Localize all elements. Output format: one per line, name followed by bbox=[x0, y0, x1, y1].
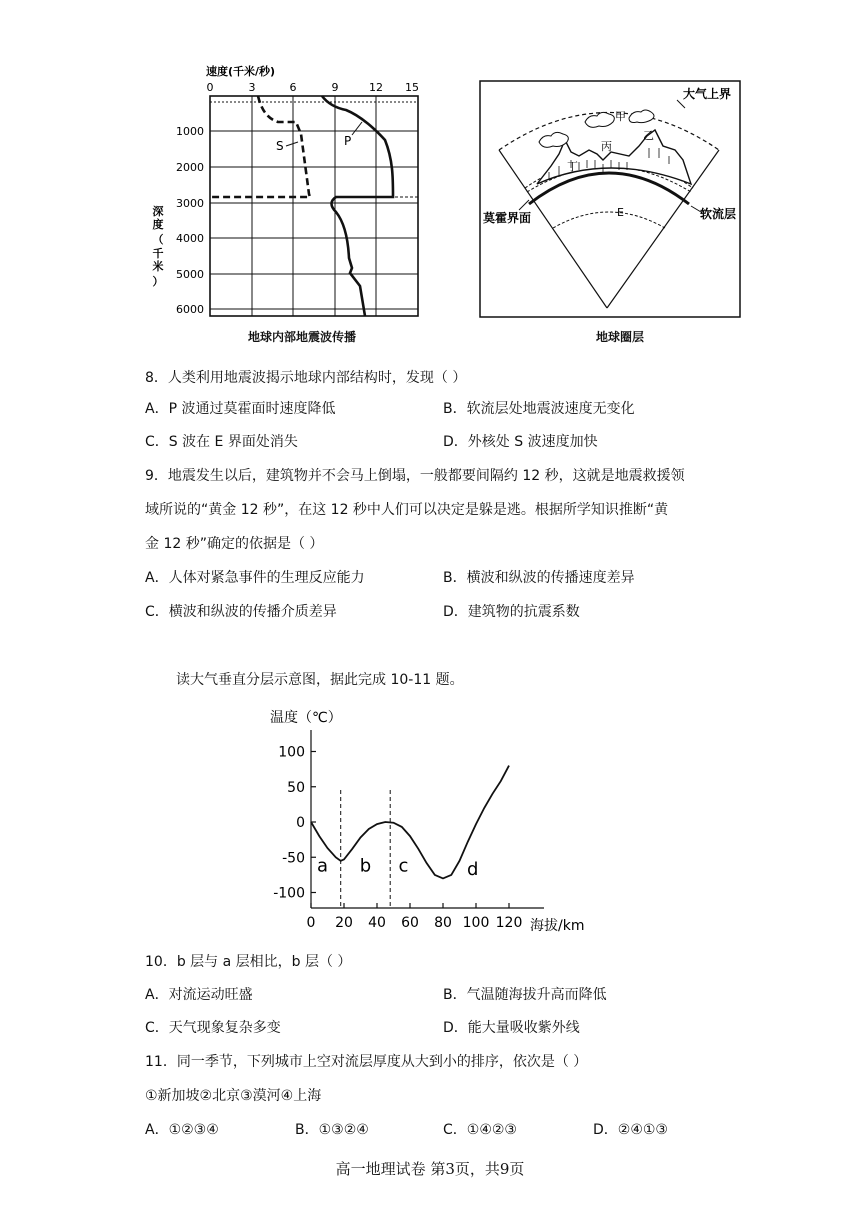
label-ding: 丁 bbox=[567, 160, 578, 173]
x-tick: 9 bbox=[331, 81, 339, 94]
y-tick: 1000 bbox=[176, 125, 204, 138]
p-wave-curve bbox=[322, 96, 393, 316]
x-tick-label: 0 bbox=[306, 915, 316, 931]
chart-xlabel: 海拔/km bbox=[530, 918, 585, 934]
x-tick: 6 bbox=[289, 81, 297, 94]
spheres-figure bbox=[479, 80, 741, 318]
q11-option-c[interactable]: C．①④②③ bbox=[443, 1122, 517, 1138]
p-wave-label: P bbox=[344, 134, 352, 148]
layer-label-b: b bbox=[359, 855, 372, 877]
y-tick-label: 100 bbox=[278, 744, 305, 761]
q8-stem: 8．人类利用地震波揭示地球内部结构时，发现（ ） bbox=[145, 370, 467, 386]
s-wave-label: S bbox=[276, 139, 284, 153]
y-tick: 2000 bbox=[176, 161, 204, 174]
spheres-figure-caption: 地球圈层 bbox=[596, 330, 645, 344]
y-tick: 5000 bbox=[176, 268, 204, 281]
x-tick-label: 120 bbox=[495, 915, 523, 931]
x-tick: 15 bbox=[405, 81, 419, 94]
q8-option-a[interactable]: A．P 波通过莫霍面时速度降低 bbox=[145, 401, 336, 417]
q11-city-list: ①新加坡②北京③漠河④上海 bbox=[145, 1088, 322, 1104]
s-wave-leader bbox=[286, 142, 298, 146]
svg-text:米: 米 bbox=[152, 260, 164, 273]
q10-stem: 10．b 层与 a 层相比，b 层（ ） bbox=[145, 954, 352, 970]
layer-label-c: c bbox=[398, 855, 409, 877]
x-tick: 3 bbox=[248, 81, 256, 94]
layer-label-a: a bbox=[317, 855, 329, 877]
q11-option-d[interactable]: D．②④①③ bbox=[593, 1122, 668, 1138]
y-tick: 6000 bbox=[176, 303, 204, 316]
q10-option-b[interactable]: B．气温随海拔升高而降低 bbox=[443, 987, 607, 1003]
x-tick: 12 bbox=[369, 81, 383, 94]
atmosphere-chart-svg bbox=[264, 704, 604, 944]
seismic-axis-title: 速度(千米/秒) bbox=[206, 65, 276, 78]
moho-label: 莫霍界面 bbox=[483, 211, 532, 225]
x-tick-label: 60 bbox=[401, 915, 419, 931]
q8-option-b[interactable]: B．软流层处地震波速度无变化 bbox=[443, 401, 635, 417]
p-wave-leader bbox=[352, 122, 362, 135]
y-tick: 4000 bbox=[176, 232, 204, 245]
y-tick-label: 0 bbox=[296, 815, 305, 831]
seismic-grid bbox=[210, 96, 418, 316]
depth-axis-label bbox=[152, 205, 164, 288]
x-tick-label: 20 bbox=[335, 915, 353, 931]
q8-option-d[interactable]: D．外核处 S 波速度加快 bbox=[443, 434, 598, 450]
q9-option-a[interactable]: A．人体对紧急事件的生理反应能力 bbox=[145, 570, 365, 586]
x-tick-label: 40 bbox=[368, 915, 386, 931]
q9-option-c[interactable]: C．横波和纵波的传播介质差异 bbox=[145, 604, 337, 620]
seismic-figure-caption: 地球内部地震波传播 bbox=[248, 330, 357, 344]
x-tick-label: 80 bbox=[434, 915, 452, 931]
q9-option-d[interactable]: D．建筑物的抗震系数 bbox=[443, 604, 580, 620]
q11-stem: 11．同一季节，下列城市上空对流层厚度从大到小的排序，依次是（ ） bbox=[145, 1054, 588, 1070]
spheres-diagram bbox=[479, 80, 741, 318]
q10-option-d[interactable]: D．能大量吸收紫外线 bbox=[443, 1020, 580, 1036]
layer-label-d: d bbox=[466, 858, 479, 880]
y-tick: 3000 bbox=[176, 197, 204, 210]
atmosphere-chart bbox=[264, 704, 604, 944]
astheno-label: 软流层 bbox=[700, 207, 737, 221]
y-tick-label: 50 bbox=[287, 779, 305, 796]
q9-stem-line3: 金 12 秒”确定的依据是（ ） bbox=[145, 536, 324, 552]
q9-stem-line1: 9．地震发生以后，建筑物并不会马上倒塌，一般都要间隔约 12 秒，这就是地震救援领 bbox=[145, 468, 685, 484]
y-tick-label: -50 bbox=[282, 850, 305, 867]
seismic-plot-frame bbox=[210, 96, 418, 316]
s-wave-curve bbox=[210, 96, 310, 197]
atmosphere-upper-label: 大气上界 bbox=[683, 87, 732, 101]
q9-option-b[interactable]: B．横波和纵波的传播速度差异 bbox=[443, 570, 635, 586]
q11-option-a[interactable]: A．①②③④ bbox=[145, 1122, 219, 1138]
q10-option-c[interactable]: C．天气现象复杂多变 bbox=[145, 1020, 281, 1036]
label-e: E bbox=[617, 206, 624, 219]
svg-text:（: （ bbox=[152, 233, 164, 246]
label-jia: 甲 bbox=[615, 110, 626, 123]
label-bing: 丙 bbox=[601, 140, 612, 153]
svg-text:）: ） bbox=[152, 275, 164, 288]
x-tick: 0 bbox=[206, 81, 214, 94]
section-intro: 读大气垂直分层示意图，据此完成 10-11 题。 bbox=[176, 672, 464, 688]
seismic-chart bbox=[150, 60, 440, 350]
svg-text:千: 千 bbox=[152, 247, 164, 260]
seismic-figure bbox=[150, 60, 440, 350]
svg-text:度: 度 bbox=[152, 218, 164, 231]
label-yi: 乙 bbox=[643, 129, 654, 142]
svg-text:深: 深 bbox=[152, 205, 164, 218]
q10-option-a[interactable]: A．对流运动旺盛 bbox=[145, 987, 253, 1003]
q11-option-b[interactable]: B．①③②④ bbox=[295, 1122, 369, 1138]
x-tick-label: 100 bbox=[462, 915, 490, 931]
chart-ylabel: 温度（℃） bbox=[270, 710, 342, 726]
q9-stem-line2: 域所说的“黄金 12 秒”，在这 12 秒中人们可以决定是躲是逃。根据所学知识推断“黄 bbox=[145, 502, 669, 518]
page-footer: 高一地理试卷 第3页，共9页 bbox=[335, 1160, 525, 1178]
y-tick-label: -100 bbox=[273, 885, 305, 902]
q8-option-c[interactable]: C．S 波在 E 界面处消失 bbox=[145, 434, 298, 450]
